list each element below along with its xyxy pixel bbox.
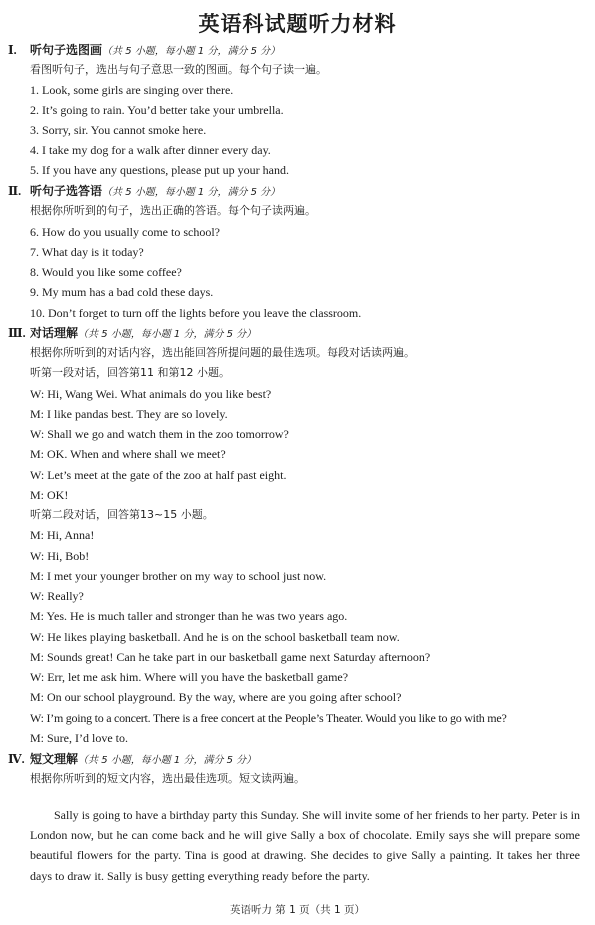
dialogue-line: M: Sure, I’d love to. <box>30 731 128 745</box>
page-footer: 英语听力 第 1 页（共 1 页） <box>229 904 366 916</box>
section-heading: 短文理解 <box>30 752 79 766</box>
section-instruction: 根据你所听到的句子，选出正确的答语。每个句子读两遍。 <box>30 204 316 217</box>
dialogue-line: M: Yes. He is much taller and stronger than he was two years ago. <box>30 609 348 623</box>
dialogue-line: M: I like pandas best. They are so lovely. <box>30 407 228 421</box>
section-instruction: 根据你所听到的短文内容，选出最佳选项。短文读两遍。 <box>30 772 305 785</box>
listening-item: 2. It’s going to rain. You’d better take your umbrella. <box>30 103 284 117</box>
dialogue-line: W: Really? <box>30 589 84 603</box>
score-note: （共 5 小题，每小题 1 分，满分 5 分） <box>78 755 257 766</box>
page-title: 英语科试题听力材料 <box>198 12 397 36</box>
listening-item: 5. If you have any questions, please put up your hand. <box>30 163 289 177</box>
section-3-header <box>8 325 256 343</box>
dialogue-intro: 听第二段对话，回答第13~15 小题。 <box>30 508 214 521</box>
score-note: （共 5 小题，每小题 1 分，满分 5 分） <box>102 46 281 57</box>
dialogue-line: W: Let’s meet at the gate of the zoo at half past eight. <box>30 468 287 482</box>
score-note: （共 5 小题，每小题 1 分，满分 5 分） <box>102 187 281 198</box>
section-instruction: 看图听句子，选出与句子意思一致的图画。每个句子读一遍。 <box>30 63 327 76</box>
passage-text: Sally is going to have a birthday party this Sunday. She will invite some of her friends to her party. Peter is in London now, but he can come back and he will give Sally a box of chocolate. Emily says she will prepare some beautiful flowers for the party. Tina is good at drawing. She decides to give Sally a painting. It takes her three days to draw it. Sally is busy getting everything ready before the party. <box>30 808 580 883</box>
dialogue-line: M: I met your younger brother on my way to school just now. <box>30 569 327 583</box>
section-instruction: 根据你所听到的对话内容，选出能回答所提问题的最佳选项。每段对话读两遍。 <box>30 346 415 359</box>
dialogue-line: M: Hi, Anna! <box>30 528 95 542</box>
listening-item: 8. Would you like some coffee? <box>30 265 182 279</box>
dialogue-line: M: On our school playground. By the way, where are you going after school? <box>30 690 402 704</box>
dialogue-line: W: Hi, Bob! <box>30 549 90 563</box>
section-heading: 听句子选图画 <box>30 43 103 57</box>
section-heading: 对话理解 <box>30 326 79 340</box>
dialogue-line: W: Err, let me ask him. Where will you have the basketball game? <box>30 670 349 684</box>
section-heading: 听句子选答语 <box>30 184 103 198</box>
listening-item: 7. What day is it today? <box>30 245 144 259</box>
listening-item: 10. Don’t forget to turn off the lights before you leave the classroom. <box>30 306 362 320</box>
dialogue-line: M: OK! <box>30 488 69 502</box>
section-1-header <box>8 42 280 60</box>
section-number: Ⅰ. <box>8 43 17 57</box>
section-number: Ⅱ. <box>8 184 22 198</box>
dialogue-line: W: Hi, Wang Wei. What animals do you like best? <box>30 387 272 401</box>
listening-item: 6. How do you usually come to school? <box>30 225 220 239</box>
dialogue-line: W: Shall we go and watch them in the zoo tomorrow? <box>30 427 289 441</box>
listening-item: 4. I take my dog for a walk after dinner every day. <box>30 143 271 157</box>
dialogue-intro: 听第一段对话，回答第11 和第12 小题。 <box>30 366 230 379</box>
section-number: Ⅲ. <box>8 326 26 340</box>
section-number: Ⅳ. <box>8 752 25 766</box>
section-2-header <box>8 183 280 201</box>
dialogue-line: W: I’m going to a concert. There is a free concert at the People’s Theater. Would you like to go with me? <box>30 711 507 725</box>
dialogue-line: W: He likes playing basketball. And he is on the school basketball team now. <box>30 630 400 644</box>
dialogue-line: M: OK. When and where shall we meet? <box>30 447 226 461</box>
listening-item: 1. Look, some girls are singing over there. <box>30 83 234 97</box>
listening-item: 9. My mum has a bad cold these days. <box>30 285 214 299</box>
dialogue-line: M: Sounds great! Can he take part in our basketball game next Saturday afternoon? <box>30 650 431 664</box>
listening-item: 3. Sorry, sir. You cannot smoke here. <box>30 123 207 137</box>
section-4-header <box>8 751 256 769</box>
score-note: （共 5 小题，每小题 1 分，满分 5 分） <box>78 329 257 340</box>
